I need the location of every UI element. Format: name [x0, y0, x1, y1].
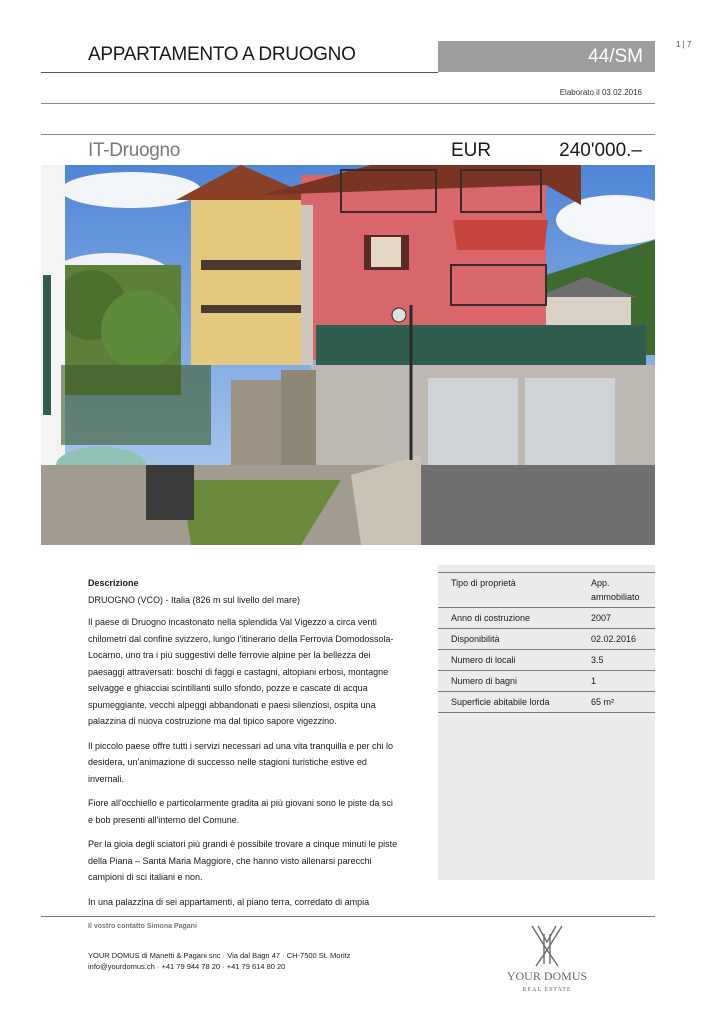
- page-number: 1 | 7: [676, 40, 692, 49]
- fact-label: Superficie abitabile lorda: [438, 692, 591, 713]
- facts-row: [438, 650, 655, 671]
- divider: [41, 134, 655, 135]
- contact-title: Il vostro contatto Simona Pagani: [88, 923, 197, 930]
- processed-date: Elaborato il 03.02.2016: [559, 88, 642, 97]
- reference-box: [438, 41, 655, 72]
- logo-tagline: REAL ESTATE: [522, 987, 572, 993]
- fact-value: 65 m²: [591, 692, 655, 713]
- description: [88, 575, 400, 918]
- fact-value: 1: [591, 671, 655, 692]
- contact-details: info@yourdomus.ch · +41 79 944 78 20 · +41 79 614 80 20: [88, 962, 286, 971]
- price: 240'000.–: [559, 140, 642, 161]
- fact-value: 02.02.2016: [591, 629, 655, 650]
- page-title: APPARTAMENTO A DRUOGNO: [88, 44, 356, 65]
- description-paragraph: In una palazzina di sei appartamenti, al piano terra, corredato di ampia: [88, 896, 370, 907]
- property-photo: [41, 165, 655, 545]
- contact-address: YOUR DOMUS di Manetti & Pagani snc · Via dal Bagn 47 · CH-7500 St. Moritz: [88, 951, 351, 960]
- fact-label: Numero di bagni: [438, 671, 591, 692]
- description-subtitle: DRUOGNO (VCO) - Italia (826 m sul livello del mare): [88, 594, 301, 605]
- facts-row: [438, 608, 655, 629]
- reference-number: 44/SM: [588, 46, 643, 67]
- facts-row: [438, 671, 655, 692]
- fact-value: 2007: [591, 608, 655, 629]
- currency: EUR: [451, 140, 492, 161]
- fact-value: App. ammobiliato: [591, 573, 655, 608]
- description-paragraph: Il piccolo paese offre tutti i servizi necessari ad una vita tranquilla e per chi lo desidera, un'animazione di successo nelle stagioni turistiche estive ed invernali.: [88, 740, 393, 784]
- logo-name: YOUR DOMUS: [506, 969, 588, 983]
- fact-label: Numero di locali: [438, 650, 591, 671]
- divider: [41, 72, 438, 73]
- logo-mark-icon: [492, 920, 602, 995]
- fact-label: Tipo di proprietà: [438, 573, 591, 608]
- facts-table: [438, 572, 655, 713]
- facts-row: [438, 629, 655, 650]
- divider: [41, 103, 655, 104]
- company-logo: [492, 920, 602, 995]
- description-paragraph: Fiore all'occhiello e particolarmente gradita ai più giovani sono le piste da sci e bob presenti all'interno del Comune.: [88, 798, 393, 825]
- fact-label: Disponibilità: [438, 629, 591, 650]
- fact-value: 3.5: [591, 650, 655, 671]
- facts-row: [438, 692, 655, 713]
- description-paragraph: Per la gioia degli sciatori più grandi è possibile trovare a cinque minuti le piste della Piana – Santa Maria Maggiore, che hanno visto allenarsi parecchi campioni di sci italiani e non.: [88, 839, 398, 882]
- location: IT-Druogno: [88, 140, 181, 161]
- footer-divider: [41, 916, 655, 917]
- description-heading: Descrizione: [88, 578, 139, 588]
- facts-row: [438, 573, 655, 608]
- description-paragraph: Il paese di Druogno incastonato nella splendida Val Vigezzo a circa venti chilometri dal confine svizzero, lungo l'itinerario della Ferrovia Domodossola-Locarno, uno tra i più suggestivi delle ferrovie alpine per la bellezza dei paesaggi attraversati: boschi di faggi e castagni, altopiani erbosi, montagne selvagge e ghiacciai scintillanti sullo sfondo, pozze e cascate di acqua spumeggiante, vecchi alpeggi abbandonati e paesi silenziosi, ospita una palazzina di nuova costruzione ma dal tipico sapore vigezzino.: [88, 617, 394, 726]
- fact-label: Anno di costruzione: [438, 608, 591, 629]
